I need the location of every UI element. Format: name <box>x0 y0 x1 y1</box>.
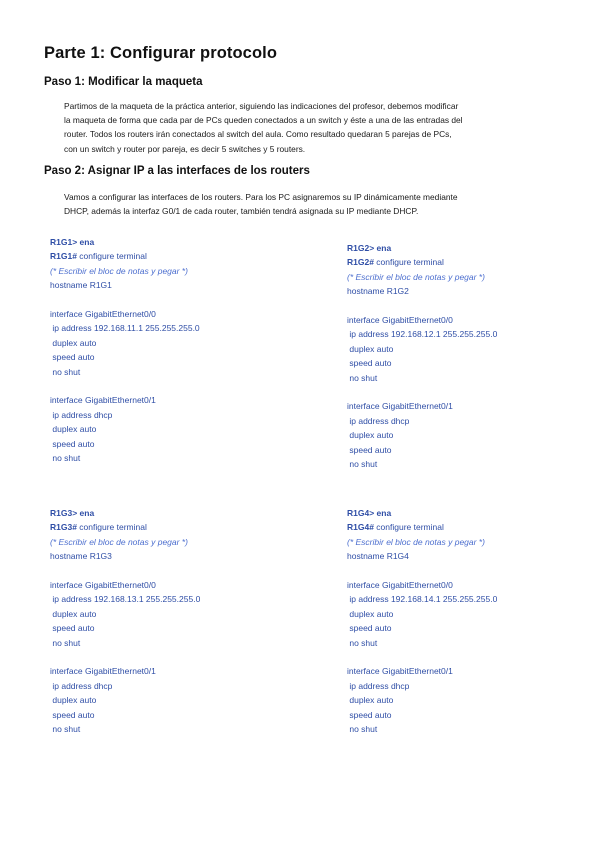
ip-address-line: ip address dhcp <box>50 409 113 420</box>
duplex-line: duplex auto <box>50 608 97 619</box>
speed-line: speed auto <box>347 623 392 634</box>
prompt-host: R1G3# <box>50 522 77 533</box>
speed-line: speed auto <box>347 358 392 369</box>
interface-g0-0: interface GigabitEthernet0/0 <box>50 580 156 591</box>
config-block-r1g1 <box>50 235 200 465</box>
hostname-command: hostname R1G1 <box>50 280 112 291</box>
no-shut-line: no shut <box>347 637 378 648</box>
prompt-cmd: configure terminal <box>76 522 147 533</box>
step2-heading: Paso 2: Asignar IP a las interfaces de los routers <box>44 165 310 177</box>
prompt-cmd: configure terminal <box>373 522 444 533</box>
prompt-cmd: configure terminal <box>76 251 147 262</box>
interface-g0-0: interface GigabitEthernet0/0 <box>50 309 156 320</box>
speed-line: speed auto <box>50 352 95 363</box>
no-shut-line: no shut <box>50 637 81 648</box>
page-title: Parte 1: Configurar protocolo <box>44 44 277 62</box>
duplex-line: duplex auto <box>50 695 97 706</box>
step1-line: con un switch y router por pareja, es decir 5 switches y 5 routers. <box>64 143 306 154</box>
paste-comment: (* Escribir el bloc de notas y pegar *) <box>50 265 188 276</box>
interface-g0-1: interface GigabitEthernet0/1 <box>50 666 156 677</box>
no-shut-line: no shut <box>347 724 378 735</box>
interface-g0-1: interface GigabitEthernet0/1 <box>347 401 453 412</box>
hostname-command: hostname R1G4 <box>347 551 409 562</box>
configure-command <box>347 520 497 534</box>
hostname-command: hostname R1G3 <box>50 551 112 562</box>
config-block-r1g3 <box>50 506 200 736</box>
no-shut-line: no shut <box>50 724 81 735</box>
enable-command: R1G2> ena <box>347 243 392 253</box>
interface-g0-0: interface GigabitEthernet0/0 <box>347 315 453 326</box>
duplex-line: duplex auto <box>50 337 97 348</box>
ip-address-line: ip address 192.168.14.1 255.255.255.0 <box>347 594 498 605</box>
step2-line: DHCP, además la interfaz G0/1 de cada router, también tendrá asignada su IP mediante DHCP. <box>64 206 419 217</box>
ip-address-line: ip address dhcp <box>347 680 410 691</box>
paste-comment: (* Escribir el bloc de notas y pegar *) <box>347 536 485 547</box>
step2-paragraph <box>64 190 542 218</box>
speed-line: speed auto <box>50 709 95 720</box>
enable-command: R1G4> ena <box>347 508 392 518</box>
config-block-r1g2 <box>347 241 497 471</box>
configure-command <box>50 520 200 534</box>
no-shut-line: no shut <box>347 372 378 383</box>
duplex-line: duplex auto <box>50 424 97 435</box>
config-block-r1g4 <box>347 506 497 736</box>
interface-g0-1: interface GigabitEthernet0/1 <box>347 666 453 677</box>
interface-g0-0: interface GigabitEthernet0/0 <box>347 580 453 591</box>
duplex-line: duplex auto <box>347 608 394 619</box>
step1-heading: Paso 1: Modificar la maqueta <box>44 76 203 88</box>
no-shut-line: no shut <box>347 459 378 470</box>
prompt-host: R1G2# <box>347 257 374 268</box>
ip-address-line: ip address 192.168.11.1 255.255.255.0 <box>50 323 200 334</box>
speed-line: speed auto <box>347 709 392 720</box>
prompt-cmd: configure terminal <box>373 257 444 268</box>
ip-address-line: ip address dhcp <box>50 680 113 691</box>
speed-line: speed auto <box>50 438 95 449</box>
prompt-host: R1G4# <box>347 522 374 533</box>
paste-comment: (* Escribir el bloc de notas y pegar *) <box>50 536 188 547</box>
paste-comment: (* Escribir el bloc de notas y pegar *) <box>347 271 485 282</box>
step2-line: Vamos a configurar las interfaces de los routers. Para los PC asignaremos su IP dinámicamente mediante <box>64 192 458 202</box>
enable-command: R1G1> ena <box>50 237 95 247</box>
ip-address-line: ip address 192.168.12.1 255.255.255.0 <box>347 329 498 340</box>
prompt-host: R1G1# <box>50 251 77 262</box>
speed-line: speed auto <box>347 444 392 455</box>
step1-paragraph <box>64 99 542 156</box>
enable-command: R1G3> ena <box>50 508 95 518</box>
no-shut-line: no shut <box>50 366 81 377</box>
ip-address-line: ip address dhcp <box>347 415 410 426</box>
interface-g0-1: interface GigabitEthernet0/1 <box>50 395 156 406</box>
step1-line: Partimos de la maqueta de la práctica anterior, siguiendo las indicaciones del profesor, debemos modificar <box>64 101 459 111</box>
hostname-command: hostname R1G2 <box>347 286 409 297</box>
speed-line: speed auto <box>50 623 95 634</box>
duplex-line: duplex auto <box>347 343 394 354</box>
duplex-line: duplex auto <box>347 695 394 706</box>
no-shut-line: no shut <box>50 453 81 464</box>
configure-command <box>50 249 200 263</box>
ip-address-line: ip address 192.168.13.1 255.255.255.0 <box>50 594 201 605</box>
step1-line: router. Todos los routers irán conectados al switch del aula. Como resultado quedaran 5 parejas de PCs, <box>64 129 452 140</box>
configure-command <box>347 255 497 269</box>
step1-line: la maqueta de forma que cada par de PCs queden conectados a un switch y éste a una de las entradas del <box>64 115 463 126</box>
duplex-line: duplex auto <box>347 430 394 441</box>
